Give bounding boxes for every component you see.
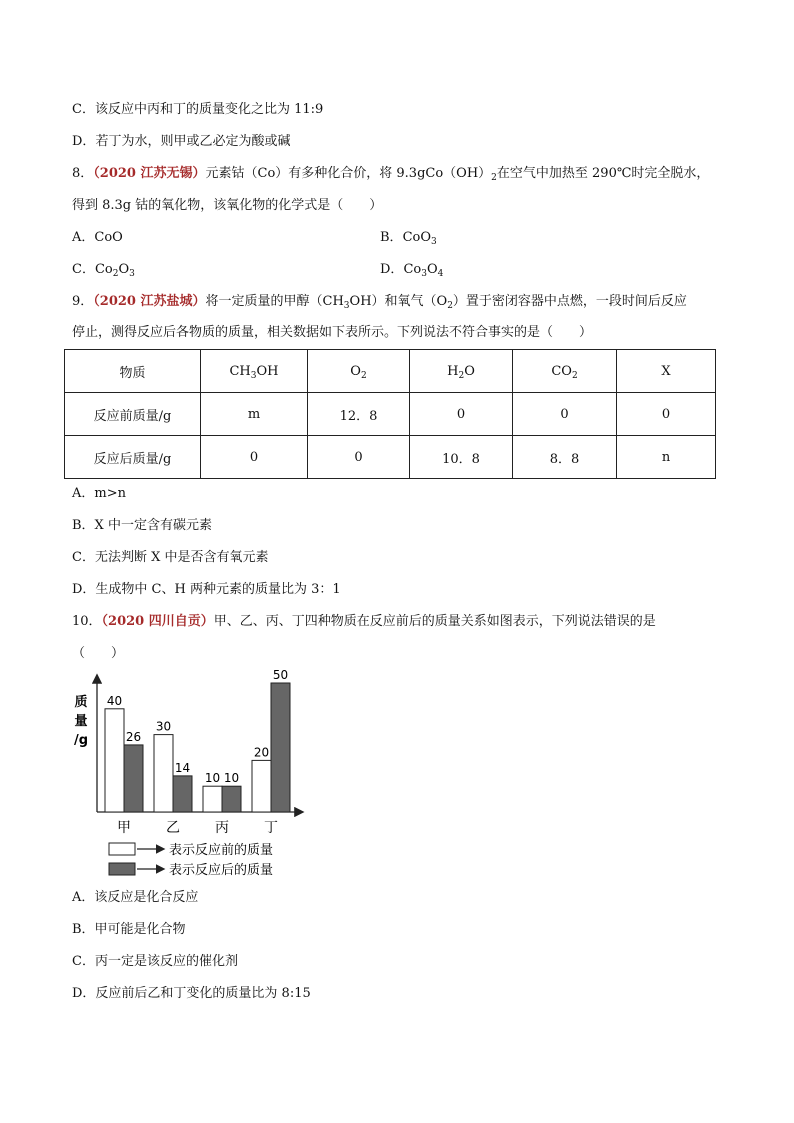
table-header-cell: X [617, 350, 716, 393]
y-axis-label-char: 量 [74, 714, 88, 729]
q8-stem-line2: 得到 8.3g 钴的氧化物，该氧化物的化学式是（ ） [72, 198, 383, 213]
q10-stem-line2: （ ） [72, 646, 125, 661]
q10-option-a[interactable]: A．该反应是化合反应 [72, 890, 199, 905]
q8-option-b[interactable]: B．CoO$_3$ [380, 230, 437, 247]
table-cell: 0 [308, 436, 410, 479]
legend-swatch [109, 843, 135, 855]
legend-label: 表示反应前的质量 [169, 843, 274, 858]
q9-option-a[interactable]: A．m>n [72, 486, 126, 501]
bar-value-label: 10 [204, 771, 221, 786]
legend-swatch [109, 863, 135, 875]
bar-after [271, 683, 290, 812]
q8-option-c[interactable]: C．$Co_2O_3$ [72, 262, 135, 279]
q7-option-d[interactable]: D．若丁为水，则甲或乙必定为酸或碱 [72, 134, 291, 149]
bar-after [222, 786, 241, 812]
q9-source: （2020 江苏盐城） [93, 294, 206, 309]
table-cell: 0 [617, 393, 716, 436]
q8-option-a[interactable]: A．CoO [72, 230, 123, 245]
legend-label: 表示反应后的质量 [169, 863, 274, 878]
bar-before [154, 735, 173, 812]
bar-value-label: 30 [155, 719, 172, 734]
table-row [65, 393, 716, 436]
table-header-cell: 物质 [65, 350, 201, 393]
q9-option-b[interactable]: B．X 中一定含有碳元素 [72, 518, 212, 533]
table-cell: 12．8 [308, 393, 410, 436]
table-cell: 0 [513, 393, 617, 436]
table-header-row [65, 350, 716, 393]
bar-value-label: 26 [125, 729, 142, 744]
q7-option-c[interactable]: C．该反应中丙和丁的质量变化之比为 11:9 [72, 102, 324, 117]
table-cell: m [201, 393, 308, 436]
table-row [65, 436, 716, 479]
y-axis-label-char: 质 [74, 695, 88, 710]
table-cell: 反应前质量/g [65, 393, 201, 436]
bar-before [203, 786, 222, 812]
bar-value-label: 20 [253, 745, 270, 760]
bar-value-label: 40 [106, 693, 123, 708]
bar-value-label: 50 [272, 668, 289, 682]
table-cell: 反应后质量/g [65, 436, 201, 479]
q8-stem: 8．（2020 江苏无锡）元素钴（Co）有多种化合价，将 $9.3gCo(OH)_2$在空气中加热至 290℃时完全脱水， [72, 166, 710, 183]
q10-option-c[interactable]: C．丙一定是该反应的催化剂 [72, 954, 238, 969]
table-cell: 0 [410, 393, 513, 436]
bar-after [124, 745, 143, 812]
q8-source: （2020 江苏无锡） [93, 166, 206, 181]
y-axis-label [74, 694, 88, 748]
mass-bar-chart [64, 668, 324, 883]
q9-stem-line2: 停止，测得反应后各物质的质量，相关数据如下表所示。下列说法不符合事实的是（ ） [72, 325, 593, 340]
q10-option-d[interactable]: D．反应前后乙和丁变化的质量比为 8:15 [72, 986, 311, 1001]
table-header-cell: $CH_3OH$ [201, 350, 308, 393]
table-cell: 8．8 [513, 436, 617, 479]
category-label: 乙 [166, 820, 180, 836]
table-cell: 10．8 [410, 436, 513, 479]
q9-data-table [64, 349, 716, 479]
table-cell: 0 [201, 436, 308, 479]
bar-after [173, 776, 192, 812]
bar-before [105, 709, 124, 812]
q9-option-d[interactable]: D．生成物中 C、H 两种元素的质量比为 3：1 [72, 582, 341, 597]
q10-source: （2020 四川自贡） [101, 614, 214, 629]
table-header-cell: $O_2$ [308, 350, 410, 393]
category-label: 甲 [117, 820, 131, 836]
table-header-cell: $H_2O$ [410, 350, 513, 393]
legend [109, 842, 273, 878]
y-axis-label-char: /g [73, 733, 89, 748]
q10-option-b[interactable]: B．甲可能是化合物 [72, 922, 186, 937]
table-header-cell: $CO_2$ [513, 350, 617, 393]
q10-stem: 10．（2020 四川自贡）甲、乙、丙、丁四种物质在反应前后的质量关系如图表示，下列说法错误的是 [72, 614, 656, 629]
bar-before [252, 760, 271, 812]
category-label: 丙 [215, 820, 229, 836]
q8-option-d[interactable]: D．$Co_3O_4$ [380, 262, 444, 279]
q9-stem: 9．（2020 江苏盐城）将一定质量的甲醇$(CH_3OH)$和氧气$(O_2)$置于密闭容器中点燃，一段时间后反应 [72, 294, 687, 311]
table-cell: n [617, 436, 716, 479]
bar-value-label: 10 [223, 771, 240, 786]
bar-value-label: 14 [174, 760, 191, 775]
q9-option-c[interactable]: C．无法判断 X 中是否含有氧元素 [72, 550, 269, 565]
category-label: 丁 [264, 820, 278, 836]
